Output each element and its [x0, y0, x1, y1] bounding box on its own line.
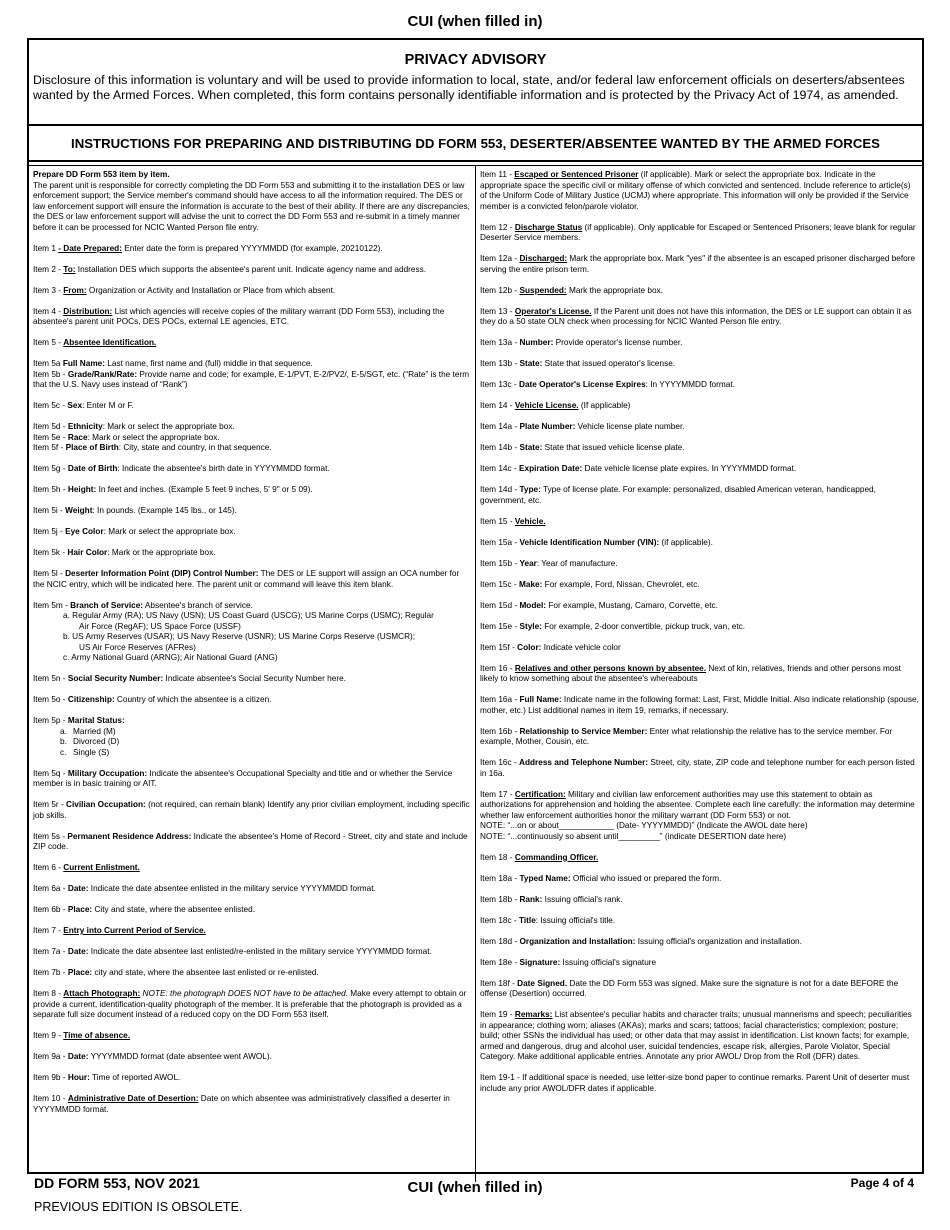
item-13: Item 13 - Operator's License. If the Parent unit does not have this information, the DES or LE support can obtain it as they do a 50 state OLN check when processing for NCIC Wanted Person file entry. [480, 306, 912, 326]
item-19: Item 19 - Remarks: List absentee's peculiar habits and character traits; unusual mannerisms and speech; peculiarities in appearance; clothing worn; aliases (AKAs); marks and scars; tattoos; facial characteristics; complexion; posture; build; other SSNs the individual has used; or other data that may assist in identification. List known facts; for example, armed and dangerous, drug and alcohol user, suicidal tendencies, escape risk, allergies, Parole Violator, Special Category. Make additional applicable entries. Annotate any prior AWOL/ Drop from the Roll (DFR) dates. [480, 1010, 912, 1061]
privacy-advisory [29, 52, 922, 126]
instructions-title: INSTRUCTIONS FOR PREPARING AND DISTRIBUTING DD FORM 553, DESERTER/ABSENTEE WANTED BY THE ARMED FORCES [29, 126, 922, 162]
item-3: Item 3 - From: Organization or Activity and Installation or Place from which absent. [33, 285, 336, 295]
item-18b: Item 18b - Rank: Issuing official's rank. [480, 894, 623, 904]
item-5j: Item 5j - Eye Color: Mark or select the appropriate box. [33, 527, 236, 536]
item-14d: Item 14d - Type: Type of license plate. For example: personalized, disabled American veteran, handicapped, government, etc. [480, 485, 876, 505]
item-5q: Item 5q - Military Occupation: Indicate the absentee's Occupational Specialty and title and or whether the Service member is in basic training or AIT. [33, 768, 453, 788]
right-column [476, 166, 922, 1182]
obsolete-notice: PREVIOUS EDITION IS OBSOLETE. [34, 1200, 243, 1214]
item-9a: Item 9a - Date: YYYYMMDD format (date absentee went AWOL). [33, 1052, 272, 1061]
privacy-title: PRIVACY ADVISORY [404, 52, 547, 68]
item-17: Item 17 - Certification: Military and civilian law enforcement authorities may use this statement to obtain as authorizations for apprehension and holding the absentee. Complete each line carefully: the information may determine whether law enforcement authorities honor the military warrant (DD Form 553) or not. NOTE: “...on or about____________ (Date- YYYYMMDD)” (Indicate the AWOL date here) NOTE: “...continuously so absent until_________” (indicate DESERTION date here) [480, 789, 915, 841]
item-5: Item 5 - Absentee Identification. [33, 338, 157, 347]
item-15: Item 15 - Vehicle. [480, 516, 546, 526]
item-16b: Item 16b - Relationship to Service Member: Enter what relationship the relative has to the service member. For example, Mother, Cousin, etc. [480, 726, 893, 746]
item-5s: Item 5s - Permanent Residence Address: Indicate the absentee's Home of Record - Street, city and state and include ZIP code. [33, 831, 468, 851]
cui-header: CUI (when filled in) [407, 13, 543, 30]
item-7b: Item 7b - Place: city and state, where the absentee last enlisted or re-enlisted. [33, 968, 319, 977]
item-18a: Item 18a - Typed Name: Official who issued or prepared the form. [480, 873, 722, 883]
privacy-text: Disclosure of this information is voluntary and will be used to provide information to local, state, and/or federal law enforcement officials on deserters/absentees wanted by the Armed Forces. When completed, this form contains personally identifiable information and is protected by the Privacy Act of 1974, as amended. [33, 73, 905, 102]
item-13b: Item 13b - State: State that issued operator's license. [480, 359, 676, 368]
item-9: Item 9 - Time of absence. [33, 1031, 131, 1040]
item-5a-5b: Item 5a Full Name: Last name, first name and (full) middle in that sequence. Item 5b - Grade/Rank/Rate: Provide name and code; for example, E-1/PVT, E-2/PV2/, E-5/SGT, etc. (“Rate” is the term that the U.S. Navy uses instead of “Rank”) [33, 359, 470, 389]
item-14a: Item 14a - Plate Number: Vehicle license plate number. [480, 422, 685, 431]
item-6b: Item 6b - Place: City and state, where the absentee enlisted. [33, 905, 255, 914]
left-column [29, 166, 476, 1182]
item-15d: Item 15d - Model: For example, Mustang, Camaro, Corvette, etc. [480, 600, 718, 610]
item-5n: Item 5n - Social Security Number: Indicate absentee's Social Security Number here. [33, 674, 346, 683]
item-4: Item 4 - Distribution: List which agencies will receive copies of the military warrant (DD Form 553), including the absentee's parent unit POCs, DES POCs, external LE agencies, ETC. [33, 306, 445, 326]
item-15e: Item 15e - Style: For example, 2-door convertible, pickup truck, van, etc. [480, 621, 746, 631]
item-5o: Item 5o - Citizenship: Country of which the absentee is a citizen. [33, 695, 272, 704]
item-5i: Item 5i - Weight: In pounds. (Example 145 lbs., or 145). [33, 506, 237, 515]
item-6: Item 6 - Current Enlistment. [33, 863, 140, 872]
item-8: Item 8 - Attach Photograph: NOTE: the photograph DOES NOT have to be attached. Make every attempt to obtain or provide a current, identification-quality photograph of the member. It is preferable that the photograph is provided as a separate full size document instead of a reduced copy on the DD Form 553 itself. [33, 989, 467, 1019]
item-5r: Item 5r - Civilian Occupation: (not required, can remain blank) Identify any prior civilian employment, including specific job skills. [33, 800, 470, 820]
item-7: Item 7 - Entry into Current Period of Service. [33, 926, 206, 935]
item-5g: Item 5g - Date of Birth: Indicate the absentee's birth date in YYYYMMDD format. [33, 464, 330, 473]
item-12b: Item 12b - Suspended: Mark the appropriate box. [480, 285, 663, 295]
prep-paragraph: Prepare DD Form 553 item by item. The parent unit is responsible for correctly completing the DD Form 553 and submitting it to the installation DES or law enforcement support; the Service member's command should have access to all the information required. The DES or law enforcement support will ensure the information is accurate to the best of their ability. If there are any discrepancies, the DES or law enforcement support will advise the unit to correct the DD Form 553 and re-submit in a timely manner before it can be processed for NCIC Wanted Person file entry. [33, 170, 470, 232]
item-15f: Item 15f - Color: Indicate vehicle color [480, 642, 621, 652]
item-6a: Item 6a - Date: Indicate the date absentee enlisted in the military service YYYYMMDD format. [33, 884, 376, 893]
item-5p: Item 5p - Marital Status: a. Married (M) b. Divorced (D) c. Single (S) [33, 716, 125, 757]
item-5h: Item 5h - Height: In feet and inches. (Example 5 feet 9 inches, 5' 9" or 5 09). [33, 485, 313, 494]
page-number: Page 4 of 4 [850, 1176, 914, 1190]
item-5m: Item 5m - Branch of Service: Absentee's branch of service. a. Regular Army (RA); US Navy (USN); US Coast Guard (USCG); US Marine Corps (USMC); Regular Air Force (RegAF); US Space Force (USSF) b. US Army Reserves (USAR); US Navy Reserve (USNR); US Marine Corps Reserve (USMCR); US Air Force Reserves (AFRes) c. Army National Guard (ARNG); Air National Guard (ANG) [33, 600, 434, 662]
item-15a: Item 15a - Vehicle Identification Number (VIN): (if applicable). [480, 537, 713, 547]
item-2: Item 2 - To: Installation DES which supports the absentee's parent unit. Indicate agency name and address. [33, 264, 427, 274]
item-10: Item 10 - Administrative Date of Desertion: Date on which absentee was administratively classified a deserter in YYYYMMDD format. [33, 1094, 450, 1114]
item-9b: Item 9b - Hour: Time of reported AWOL. [33, 1073, 181, 1082]
item-16a: Item 16a - Full Name: Indicate name in the following format: Last, First, Middle Initial. Also indicate relationship (spouse, mother, etc.) List additional names in item 19, remarks, if necessary. [480, 695, 919, 715]
item-14: Item 14 - Vehicle License. (If applicable) [480, 401, 631, 410]
form-frame [27, 38, 924, 1174]
item-12a: Item 12a - Discharged: Mark the appropriate box. Mark "yes" if the absentee is an escaped prisoner discharged before serving the entire prison term. [480, 254, 916, 274]
item-16c: Item 16c - Address and Telephone Number: Street, city, state, ZIP code and telephone number for each person listed in 16a. [480, 758, 915, 778]
item-18d: Item 18d - Organization and Installation: Issuing official's organization and installation. [480, 936, 802, 946]
item-13c: Item 13c - Date Operator's License Expires: In YYYYMMDD format. [480, 380, 735, 389]
item-19-1: Item 19-1 - If additional space is needed, use letter-size bond paper to continue remarks. Parent Unit of deserter must include any prior AWOL/DFR dates if applicable. [480, 1073, 910, 1093]
cui-footer: CUI (when filled in) [407, 1179, 543, 1196]
item-5k: Item 5k - Hair Color: Mark or the appropriate box. [33, 548, 216, 557]
instructions-columns [29, 166, 922, 1182]
item-5c: Item 5c - Sex: Enter M or F. [33, 401, 134, 410]
item-5l: Item 5l - Deserter Information Point (DIP) Control Number: The DES or LE support will assign an OCA number for the NCIC entry, which will be indicated here. The parent unit or command will leave this item blank. [33, 569, 460, 589]
item-12: Item 12 - Discharge Status (if applicable). Only applicable for Escaped or Sentenced Prisoners; leave blank for regular Deserter Service members. [480, 222, 916, 242]
item-11: Item 11 - Escaped or Sentenced Prisoner (if applicable). Mark or select the appropriate box. Indicate in the appropriate space the specific civil or military offense of which convicted and sentenced. Include reference to article(s) of the Uniform Code of Military Justice (UCMJ) where appropriate. This information will only be provided if the Service member is a convicted felon/parole violator. [480, 170, 911, 211]
item-15b: Item 15b - Year: Year of manufacture. [480, 558, 618, 568]
item-18: Item 18 - Commanding Officer. [480, 852, 599, 862]
item-15c: Item 15c - Make: For example, Ford, Nissan, Chevrolet, etc. [480, 579, 700, 589]
item-16: Item 16 - Relatives and other persons known by absentee. Next of kin, relatives, friends and other persons most likely to know something about the absentee's whereabouts [480, 663, 901, 683]
form-id: DD FORM 553, NOV 2021 [34, 1175, 200, 1191]
item-18e: Item 18e - Signature: Issuing official's signature [480, 957, 657, 967]
item-1: Item 1 - Date Prepared: Enter date the form is prepared YYYYMMDD (for example, 20210122). [33, 243, 383, 253]
item-18f: Item 18f - Date Signed. Date the DD Form 553 was signed. Make sure the signature is not for a date BEFORE the offense (Desertion) occurred. [480, 978, 899, 998]
item-7a: Item 7a - Date: Indicate the date absentee last enlisted/re-enlisted in the military service YYYYMMDD format. [33, 947, 432, 956]
item-5d-5f: Item 5d - Ethnicity: Mark or select the appropriate box. Item 5e - Race: Mark or select the appropriate box. Item 5f - Place of Birth: City, state and country, in that sequence. [33, 422, 272, 452]
item-14c: Item 14c - Expiration Date: Date vehicle license plate expires. In YYYYMMDD format. [480, 464, 797, 473]
item-14b: Item 14b - State: State that issued vehicle license plate. [480, 443, 685, 452]
item-13a: Item 13a - Number: Provide operator's license number. [480, 338, 683, 347]
item-18c: Item 18c - Title: Issuing official's title. [480, 915, 616, 925]
